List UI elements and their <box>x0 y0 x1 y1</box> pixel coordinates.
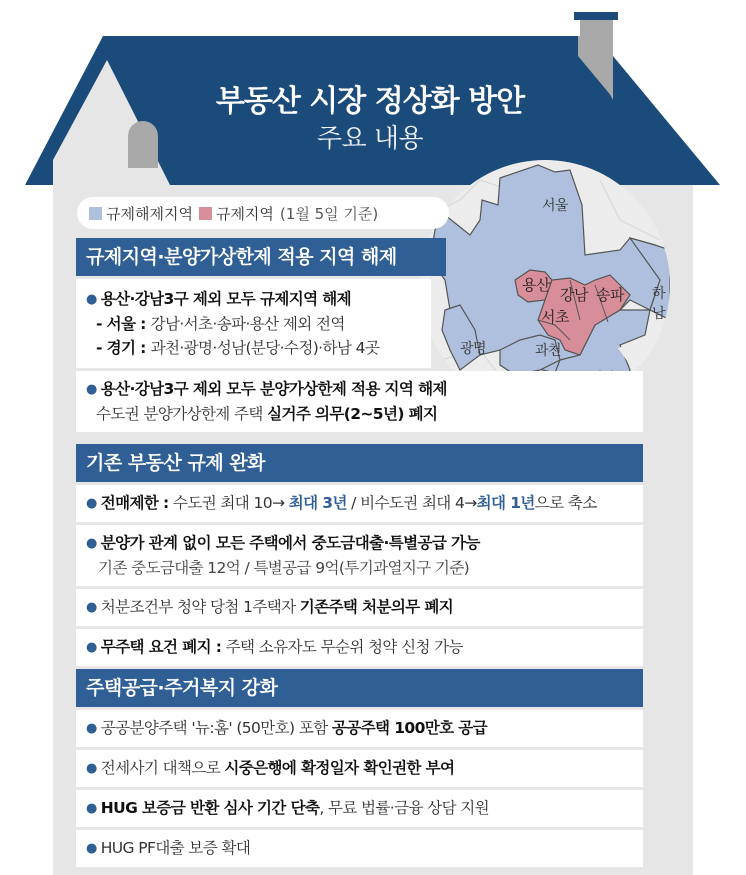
list-item <box>76 629 643 666</box>
legend-date-note: (1월 5일 기준) <box>279 204 379 223</box>
section-regulation-release <box>76 238 446 276</box>
bullet-icon: ● <box>86 536 97 551</box>
item-text: 처분조건부 청약 당첨 1주택자 <box>100 598 300 616</box>
item-subtext: 기존 중도금대출 12억 / 특별공급 9억(투기과열지구 기준) <box>98 559 470 577</box>
item-text: 전세사기 대책으로 <box>100 759 225 777</box>
legend-label: 규제해제지역 <box>106 204 193 223</box>
map-label-songpa: 송파 <box>596 286 624 304</box>
bullet-icon: ● <box>86 292 97 307</box>
bullet-icon: ● <box>86 801 97 816</box>
bullet-icon: ● <box>86 640 97 655</box>
bullet-icon: ● <box>86 721 97 736</box>
item-text: 공공분양주택 '뉴:홈' (50만호) 포함 <box>100 719 332 737</box>
item-text-bold: 기존주택 처분의무 폐지 <box>299 598 454 616</box>
item-label: 전매제한 : <box>100 494 169 512</box>
list-item <box>76 279 431 368</box>
item-text: 용산·강남3구 제외 모두 분양가상한제 적용 지역 해제 <box>100 380 447 398</box>
item-text: 수도권 최대 10→ <box>168 494 289 512</box>
map-label-gangnam: 강남 <box>560 286 588 304</box>
item-prefix: - 경기 : <box>96 339 151 357</box>
item-text: HUG PF대출 보증 확대 <box>100 839 251 857</box>
section-header: 주택공급·주거복지 강화 <box>76 669 643 707</box>
item-text-bold: 실거주 의무(2~5년) 폐지 <box>267 405 438 423</box>
list-item <box>76 790 643 827</box>
page-subtitle: 주요 내용 <box>316 124 424 154</box>
regulated-swatch-icon <box>199 207 212 220</box>
section-header: 규제지역·분양가상한제 적용 지역 해제 <box>76 238 446 276</box>
legend-label: 규제지역 <box>215 204 274 223</box>
map-label-gwacheon: 과천 <box>535 343 562 359</box>
list-item <box>76 750 643 787</box>
item-text: 주택 소유자도 무순위 청약 신청 가능 <box>221 638 463 656</box>
item-text-bold: HUG 보증금 반환 심사 기간 단축 <box>100 799 320 817</box>
item-text: / 비수도권 최대 4→ <box>346 494 477 512</box>
list-item <box>76 485 643 522</box>
item-text: 강남·서초·송파·용산 제외 전역 <box>150 315 345 333</box>
section-regulation-release-body-2 <box>76 368 643 432</box>
list-item <box>76 525 643 586</box>
chimney-cap <box>574 12 618 20</box>
attic-window-icon <box>128 121 158 168</box>
list-item <box>76 710 643 747</box>
section-header: 기존 부동산 규제 완화 <box>76 444 643 482</box>
list-item <box>76 589 643 626</box>
section-regulation-release-body <box>76 276 431 368</box>
legend-item-regulated <box>199 203 274 224</box>
section-housing-supply <box>76 669 643 867</box>
map-label-seoul: 서울 <box>542 198 569 214</box>
item-text-bold: 시중은행에 확정일자 확인권한 부여 <box>224 759 455 777</box>
map-label-yongsan: 용산 <box>522 276 550 294</box>
map-label-gwangmyeong: 광명 <box>460 341 487 357</box>
list-item <box>76 371 643 432</box>
item-text: 용산·강남3구 제외 모두 규제지역 해제 <box>100 290 352 308</box>
deregulated-swatch-icon <box>89 207 102 220</box>
item-highlight: 최대 3년 <box>288 494 347 512</box>
bullet-icon: ● <box>86 496 97 511</box>
map-label-hanam: 하남 <box>652 286 666 322</box>
item-text: 과천·광명·성남(분당·수정)·하남 4곳 <box>150 339 380 357</box>
bullet-icon: ● <box>86 382 97 397</box>
item-text: 으로 축소 <box>534 494 597 512</box>
list-item <box>76 830 643 867</box>
bullet-icon: ● <box>86 841 97 856</box>
map-label-seocho: 서초 <box>541 308 569 326</box>
legend-item-deregulated <box>89 203 193 224</box>
item-text: 분양가 관계 없이 모든 주택에서 중도금대출·특별공급 가능 <box>100 534 480 552</box>
bullet-icon: ● <box>86 600 97 615</box>
item-text: , 무료 법률·금융 상담 지원 <box>319 799 490 817</box>
item-prefix: - 서울 : <box>96 315 151 333</box>
item-label: 무주택 요건 폐지 : <box>100 638 222 656</box>
page-title: 부동산 시장 정상화 방안 <box>215 84 525 119</box>
bullet-icon: ● <box>86 761 97 776</box>
section-regulation-easing <box>76 444 643 666</box>
item-text-bold: 공공주택 100만호 공급 <box>331 719 488 737</box>
map-legend <box>77 197 449 229</box>
item-text: 수도권 분양가상한제 주택 <box>96 405 268 423</box>
item-highlight: 최대 1년 <box>476 494 535 512</box>
